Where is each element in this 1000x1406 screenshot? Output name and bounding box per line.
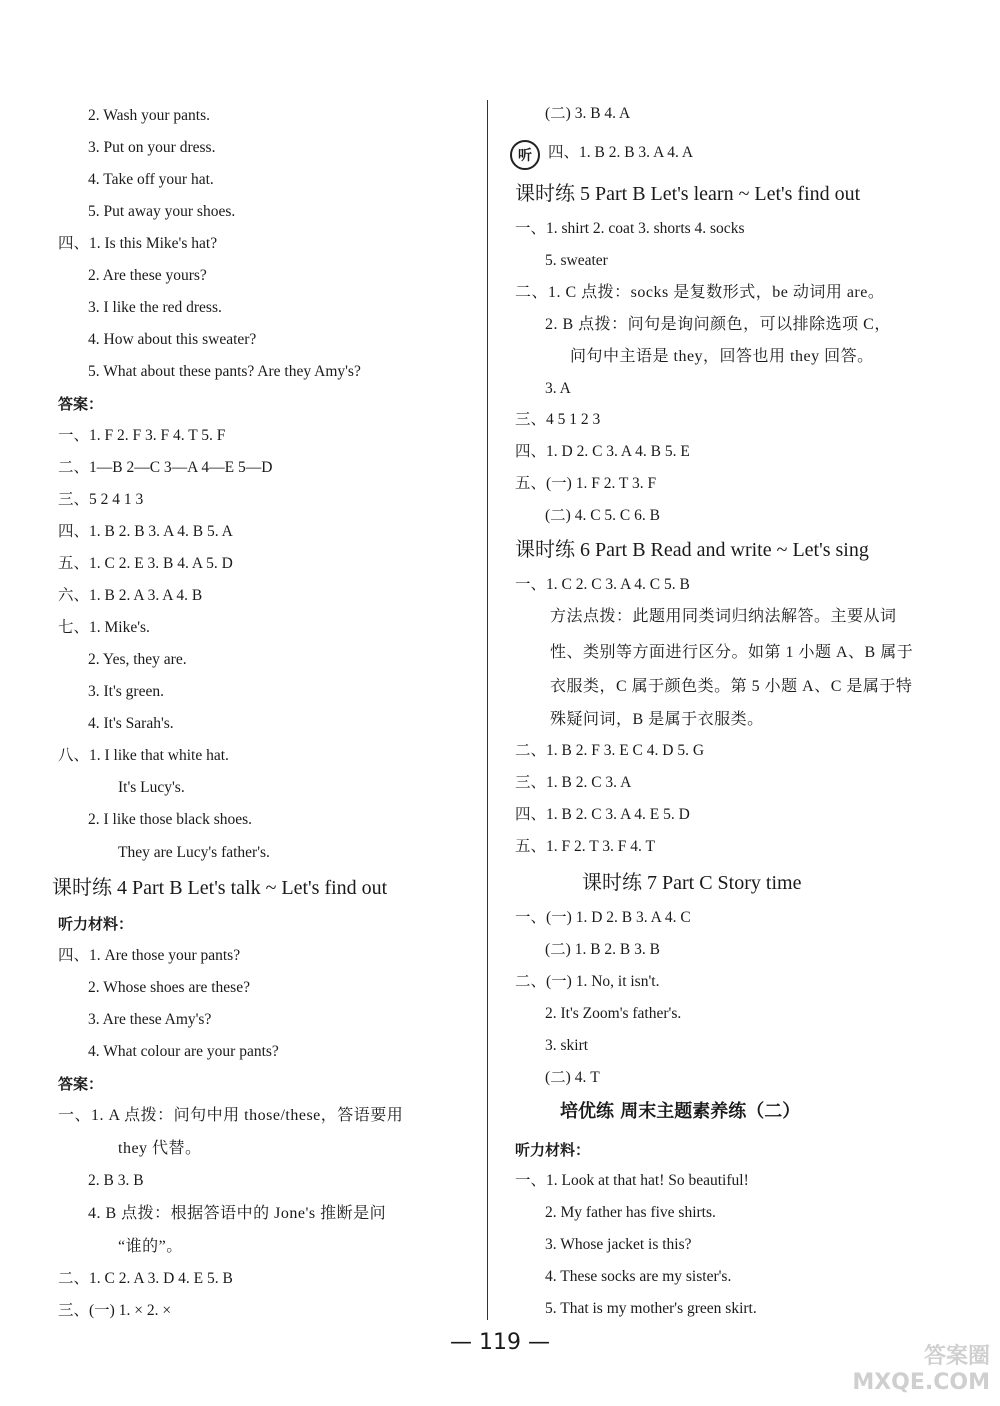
right-line: 5. sweater: [545, 252, 608, 269]
right-line: 二、1. B 2. F 3. E C 4. D 5. G: [515, 742, 705, 759]
left-line: “谁的”。: [118, 1238, 183, 1255]
listen-icon: 听: [510, 140, 540, 170]
right-line: 课时练 6 Part B Read and write ~ Let's sing: [515, 539, 869, 561]
left-line: 4. How about this sweater?: [88, 331, 257, 348]
left-line: 4. What colour are your pants?: [88, 1043, 279, 1060]
left-line: 二、1. C 2. A 3. D 4. E 5. B: [58, 1270, 233, 1287]
left-line: 答案：: [58, 395, 104, 413]
right-line: 衣服类，C 属于颜色类。第 5 小题 A、C 是属于特: [550, 678, 913, 695]
left-line: 2. B 3. B: [88, 1172, 144, 1189]
left-line: 七、1. Mike's.: [58, 619, 150, 636]
watermark-logo: 答案圈 MXQE.COM: [852, 1344, 990, 1395]
left-line: 4. Take off your hat.: [88, 171, 214, 188]
left-line: 5. Put away your shoes.: [88, 203, 236, 220]
left-line: they 代替。: [118, 1140, 202, 1157]
right-line: 三、1. B 2. C 3. A: [515, 774, 632, 791]
page-number: — 119 —: [450, 1330, 550, 1355]
right-line: (二) 3. B 4. A: [545, 105, 631, 122]
left-line: 八、1. I like that white hat.: [58, 747, 229, 764]
right-line: 殊疑问词，B 是属于衣服类。: [550, 711, 764, 728]
left-line: 3. I like the red dress.: [88, 299, 222, 316]
right-line: 3. Whose jacket is this?: [545, 1236, 692, 1253]
right-line: (二) 4. C 5. C 6. B: [545, 507, 660, 524]
right-line: 2. My father has five shirts.: [545, 1204, 716, 1221]
right-line: 课时练 7 Part C Story time: [582, 872, 802, 894]
left-line: 课时练 4 Part B Let's talk ~ Let's find out: [52, 877, 388, 899]
left-line: 答案：: [58, 1075, 104, 1093]
right-line: 4. These socks are my sister's.: [545, 1268, 732, 1285]
left-line: 5. What about these pants? Are they Amy's?: [88, 363, 361, 380]
right-line: 五、(一) 1. F 2. T 3. F: [515, 475, 657, 492]
left-line: 4. It's Sarah's.: [88, 715, 174, 732]
left-line: 三、5 2 4 1 3: [58, 491, 144, 508]
left-line: 听力材料：: [58, 915, 134, 933]
right-line: 一、(一) 1. D 2. B 3. A 4. C: [515, 909, 691, 926]
left-line: 4. B 点拨：根据答语中的 Jone's 推断是问: [88, 1205, 387, 1222]
right-line: 四、1. D 2. C 3. A 4. B 5. E: [515, 443, 690, 460]
left-line: 3. Put on your dress.: [88, 139, 216, 156]
left-line: They are Lucy's father's.: [118, 844, 270, 861]
left-line: 2. Are these yours?: [88, 267, 207, 284]
right-line: 方法点拨：此题用同类词归纳法解答。主要从词: [550, 608, 897, 625]
right-line: 三、4 5 1 2 3: [515, 411, 601, 428]
right-line: 四、1. B 2. B 3. A 4. A: [548, 144, 694, 161]
left-line: 四、1. B 2. B 3. A 4. B 5. A: [58, 523, 233, 540]
left-line: 四、1. Is this Mike's hat?: [58, 235, 218, 252]
right-line: 五、1. F 2. T 3. F 4. T: [515, 838, 655, 855]
left-line: 一、1. F 2. F 3. F 4. T 5. F: [58, 427, 226, 444]
right-line: 听力材料：: [515, 1141, 591, 1159]
column-divider: [487, 100, 488, 1320]
left-line: 2. Wash your pants.: [88, 107, 211, 124]
left-line: 一、1. A 点拨：问句中用 those/these，答语要用: [58, 1107, 404, 1124]
right-line: 3. skirt: [545, 1037, 589, 1054]
right-line: (二) 4. T: [545, 1069, 600, 1086]
left-line: 2. Whose shoes are these?: [88, 979, 250, 996]
left-line: 六、1. B 2. A 3. A 4. B: [58, 587, 203, 604]
right-line: 性、类别等方面进行区分。如第 1 小题 A、B 属于: [550, 644, 914, 661]
left-line: 2. Yes, they are.: [88, 651, 187, 668]
right-line: 二、1. C 点拨：socks 是复数形式，be 动词用 are。: [515, 284, 885, 301]
left-line: 五、1. C 2. E 3. B 4. A 5. D: [58, 555, 233, 572]
right-line: 问句中主语是 they，回答也用 they 回答。: [570, 348, 874, 365]
right-line: 二、(一) 1. No, it isn't.: [515, 973, 660, 990]
left-line: 3. Are these Amy's?: [88, 1011, 212, 1028]
left-line: It's Lucy's.: [118, 779, 185, 796]
left-line: 三、(一) 1. × 2. ×: [58, 1302, 172, 1319]
right-line: 课时练 5 Part B Let's learn ~ Let's find out: [515, 183, 861, 205]
right-line: 四、1. B 2. C 3. A 4. E 5. D: [515, 806, 690, 823]
right-line: 一、1. shirt 2. coat 3. shorts 4. socks: [515, 220, 745, 237]
right-line: (二) 1. B 2. B 3. B: [545, 941, 660, 958]
right-line: 3. A: [545, 380, 571, 397]
left-line: 四、1. Are those your pants?: [58, 947, 241, 964]
left-line: 二、1—B 2—C 3—A 4—E 5—D: [58, 459, 273, 476]
right-line: 一、1. C 2. C 3. A 4. C 5. B: [515, 576, 690, 593]
right-line: 一、1. Look at that hat! So beautiful!: [515, 1172, 749, 1189]
right-line: 培优练 周末主题素养练（二）: [560, 1101, 801, 1122]
right-line: 2. It's Zoom's father's.: [545, 1005, 682, 1022]
left-line: 3. It's green.: [88, 683, 164, 700]
right-line: 5. That is my mother's green skirt.: [545, 1300, 757, 1317]
left-line: 2. I like those black shoes.: [88, 811, 253, 828]
right-line: 2. B 点拨：问句是询问颜色，可以排除选项 C，: [545, 316, 891, 333]
